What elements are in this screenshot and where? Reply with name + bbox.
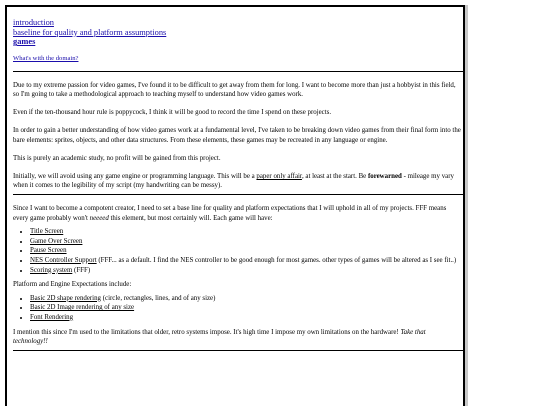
nav-link-games[interactable]: games [13, 37, 36, 47]
baseline-section [13, 204, 465, 346]
list-item [30, 246, 465, 256]
intro-paragraph-3: In order to gain a better understanding of how video games work at a fundamental level, I've taken to be breaking down video games from their final form into the bare elements: sprites, objects, and other data structures. From these elements, these games may be recreated in any language or engine. [13, 127, 461, 144]
intro-paragraph-2: Even if the ten-thousand hour rule is poppycock, I think it will be good to record the time I spend on these projects. [13, 109, 332, 117]
list-item [30, 266, 465, 276]
intro-text-c: - mileage my vary when it comes to the legibility of my script (my handwriting can be messy). [13, 173, 454, 190]
domain-info-link[interactable]: What's with the domain? [13, 54, 79, 62]
platform-expectations-list [13, 294, 465, 323]
pause-screen-link[interactable]: Pause Screen [30, 247, 67, 255]
nes-controller-link[interactable]: NES Controller Support [30, 256, 97, 264]
introduction-section [13, 81, 465, 191]
forewarned-text: forewarned [367, 173, 402, 180]
section-divider [13, 71, 465, 72]
paper-only-link[interactable]: paper only affair [256, 173, 302, 180]
list-item-note: (circle, rectangles, lines, and of any size) [101, 294, 216, 302]
list-item [30, 303, 465, 313]
take-that-text: Take that technology!! [13, 328, 426, 345]
section-divider [13, 194, 465, 195]
platform-heading: Platform and Engine Expectations include: [13, 281, 132, 289]
nav-link-baseline[interactable]: baseline for quality and platform assumptions [13, 27, 167, 37]
intro-text-a: Initially, we will avoid using any game engine or programming language. This will be a [13, 173, 257, 180]
intro-paragraph-5 [13, 172, 461, 190]
image-rendering-link[interactable]: Basic 2D Image rendering of any size [30, 304, 135, 312]
intro-text-b: , at least at the start. Be [301, 173, 368, 180]
font-rendering-link[interactable]: Font Rendering [30, 313, 74, 321]
intro-paragraph-4: This is purely an academic study, no profit will be gained from this project. [13, 154, 221, 162]
baseline-text-b: this element, but most certainly will. Each game will have: [108, 214, 273, 222]
list-item-note: (FFF... as a default. I find the NES controller to be good enough for most games. other types of games will be altered as I see fit..) [96, 256, 457, 264]
game-elements-list [13, 227, 465, 276]
list-item [30, 256, 465, 266]
neeeed-text: neeeed [89, 214, 109, 222]
section-nav [13, 18, 465, 47]
scoring-system-link[interactable]: Scoring system [30, 266, 73, 274]
baseline-paragraph-3 [13, 328, 461, 346]
section-divider [13, 350, 465, 351]
list-item [30, 237, 465, 247]
list-item [30, 294, 465, 304]
title-screen-link[interactable]: Title Screen [30, 227, 64, 235]
nav-link-introduction[interactable]: introduction [13, 18, 54, 27]
baseline-paragraph-1 [13, 204, 461, 222]
page-frame [5, 5, 465, 406]
list-item [30, 227, 465, 237]
list-item-note: (FFF) [72, 266, 91, 274]
page-content [7, 7, 465, 351]
baseline-text-a: Since I want to become a compotent creator, I need to set a base line for quality and platform expectations that I will uphold in all of my projects. FFF means every game probably won't [13, 205, 447, 222]
list-item [30, 313, 465, 323]
intro-paragraph-1: Due to my extreme passion for video games, I've found it to be difficult to get away from them for long. I want to become more than just a hobbyist in this field, so I'm going to take a methodological approach to teaching myself to understand how video games work. [13, 81, 456, 98]
game-over-screen-link[interactable]: Game Over Screen [30, 237, 83, 245]
baseline-text-c: I mention this since I'm used to the limitations that older, retro systems impose. It's high time I impose my own limitations on the hardware! [13, 328, 401, 336]
shape-rendering-link[interactable]: Basic 2D shape rendering [30, 294, 101, 302]
